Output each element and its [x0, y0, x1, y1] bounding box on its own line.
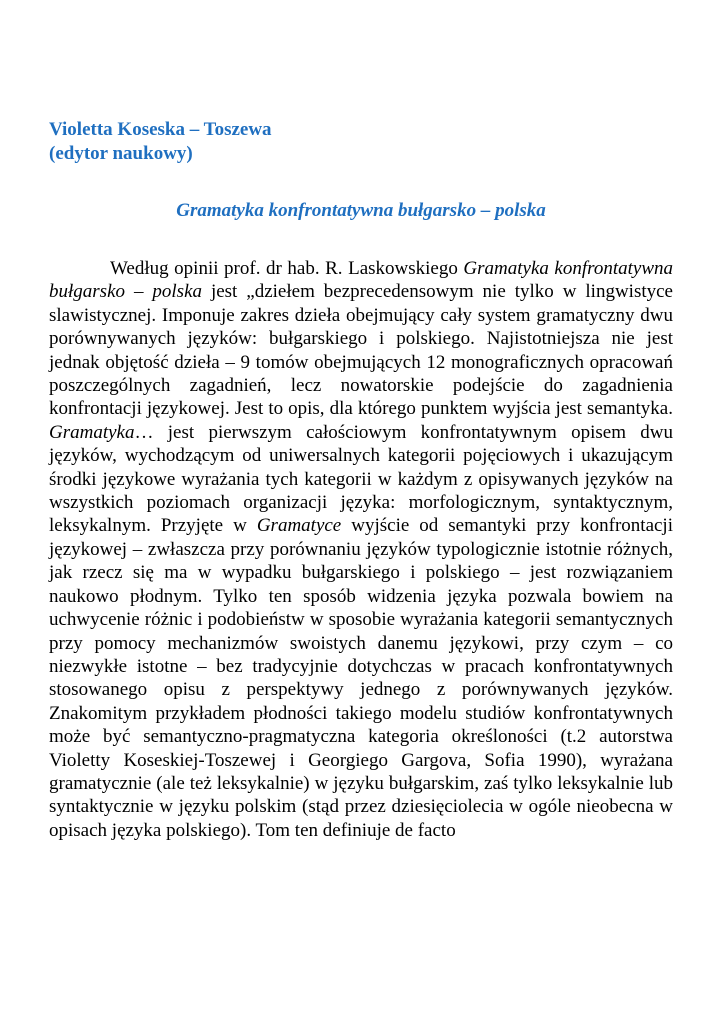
author-role: (edytor naukowy) [49, 142, 193, 164]
paragraph-text-1: Według opinii prof. dr hab. R. Laskowskiego [110, 258, 464, 279]
paragraph-text-4: wyjście od semantyki przy konfrontacji językowej – zwłaszcza przy porównaniu języków typologicznie istotnie różnych, jak rzecz się ma w wypadku bułgarskiego i polskiego – jest rozwiązaniem naukowo płodnym. Tylko ten sposób widzenia języka pozwala bowiem na uchwycenie różnic i podobieństw w sposobie wyrażania kategorii semantycznych przy pomocy mechanizmów swoistych danemu językowi, przy czym – co niezwykłe istotne – bez tradycyjnie dotychczas w pracach konfrontatywnych stosowanego opisu z perspektywy jednego z porównywanych języków. Znakomitym przykładem płodności takiego modelu studiów konfrontatywnych może być semantyczno-pragmatyczna kategoria określoności (t.2 autorstwa Violetty Koseskiej-Toszewej i Georgiego Gargova, Sofia 1990), wyrażana gramatycznie (ale też leksykalnie) w języku bułgarskim, zaś tylko leksykalnie lub syntaktycznie w języku polskim (stąd przez dziesięciolecia w ogóle nieobecna w opisach języka polskiego). Tom ten definiuje de facto [49, 515, 673, 841]
paragraph-italic-book-title: Gramatyka konfrontatywna bułgarsko – polska [49, 258, 674, 303]
body-paragraph [49, 257, 673, 842]
paragraph-italic-gramatyka: Gramatyka [49, 421, 135, 443]
author-heading [49, 118, 673, 165]
paragraph-text-3: … jest pierwszym całościowym konfrontatywnym opisem dwu języków, wychodzącym od uniwersalnych kategorii pojęciowych i ukazującym środki językowe wyrażania tych kategorii w każdym z opisywanych języków na wszystkich poziomach organizacji języka: morfologicznym, syntaktycznym, leksykalnym. Przyjęte w [49, 421, 673, 537]
paragraph-italic-gramatyce: Gramatyce [256, 515, 342, 537]
paragraph-text-2: jest „dziełem bezprecedensowym nie tylko w lingwistyce slawistycznej. Imponuje zakres dzieła obejmujący cały system gramatyczny dwu porównywanych języków: bułgarskiego i polskiego. Najistotniejsza nie jest jednak objętość dzieła – 9 tomów obejmujących 12 monograficznych opracowań poszczególnych zagadnień, lecz nowatorskie podejście do zagadnienia konfrontacji językowej. Jest to opis, dla którego punktem wyjścia jest semantyka. [49, 281, 673, 420]
document-title: Gramatyka konfrontatywna bułgarsko – polska [176, 200, 546, 221]
author-name: Violetta Koseska – Toszewa [49, 119, 272, 140]
document-page [49, 118, 673, 842]
